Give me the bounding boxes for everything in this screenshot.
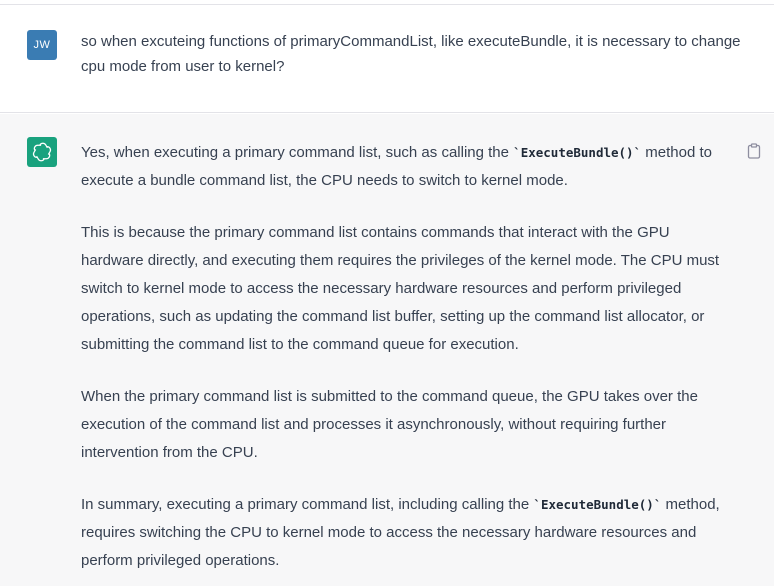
user-message-row <box>0 5 774 113</box>
copy-button[interactable] <box>746 142 762 160</box>
inline-code: `ExecuteBundle()` <box>513 145 642 160</box>
openai-logo-icon <box>27 137 57 167</box>
user-avatar-initials: JW <box>33 39 51 51</box>
user-avatar <box>27 30 57 60</box>
assistant-paragraph-4 <box>81 491 731 575</box>
assistant-message-text <box>81 139 731 575</box>
assistant-paragraph-2: This is because the primary command list contains commands that interact with the GPU hardware directly, and executing them requires the privileges of the kernel mode. The CPU must switch to kernel mode to access the necessary hardware resources and perform privileged operations, such as updating the command list buffer, setting up the command list allocator, or submitting the command list to the command queue for execution. <box>81 224 720 353</box>
p4-text-before: In summary, executing a primary command list, including calling the <box>81 496 534 513</box>
p4-text-after: method, requires switching the CPU to kernel mode to access the necessary hardware resources and perform privileged operations. <box>81 496 720 569</box>
assistant-message-row <box>0 114 774 586</box>
p1-text-before: Yes, when executing a primary command list, such as calling the <box>81 144 514 161</box>
inline-code: `ExecuteBundle()` <box>533 497 662 512</box>
assistant-paragraph-3: When the primary command list is submitted to the command queue, the GPU takes over the execution of the command list and processes it asynchronously, without requiring further intervention from the CPU. <box>81 388 698 461</box>
user-message-text: so when excuteing functions of primaryCommandList, like executeBundle, it is necessary to change cpu mode from user to kernel? <box>81 33 741 75</box>
p1-text-after: method to execute a bundle command list, the CPU needs to switch to kernel mode. <box>81 144 712 189</box>
clipboard-icon <box>747 143 761 159</box>
assistant-paragraph-1 <box>81 139 731 195</box>
